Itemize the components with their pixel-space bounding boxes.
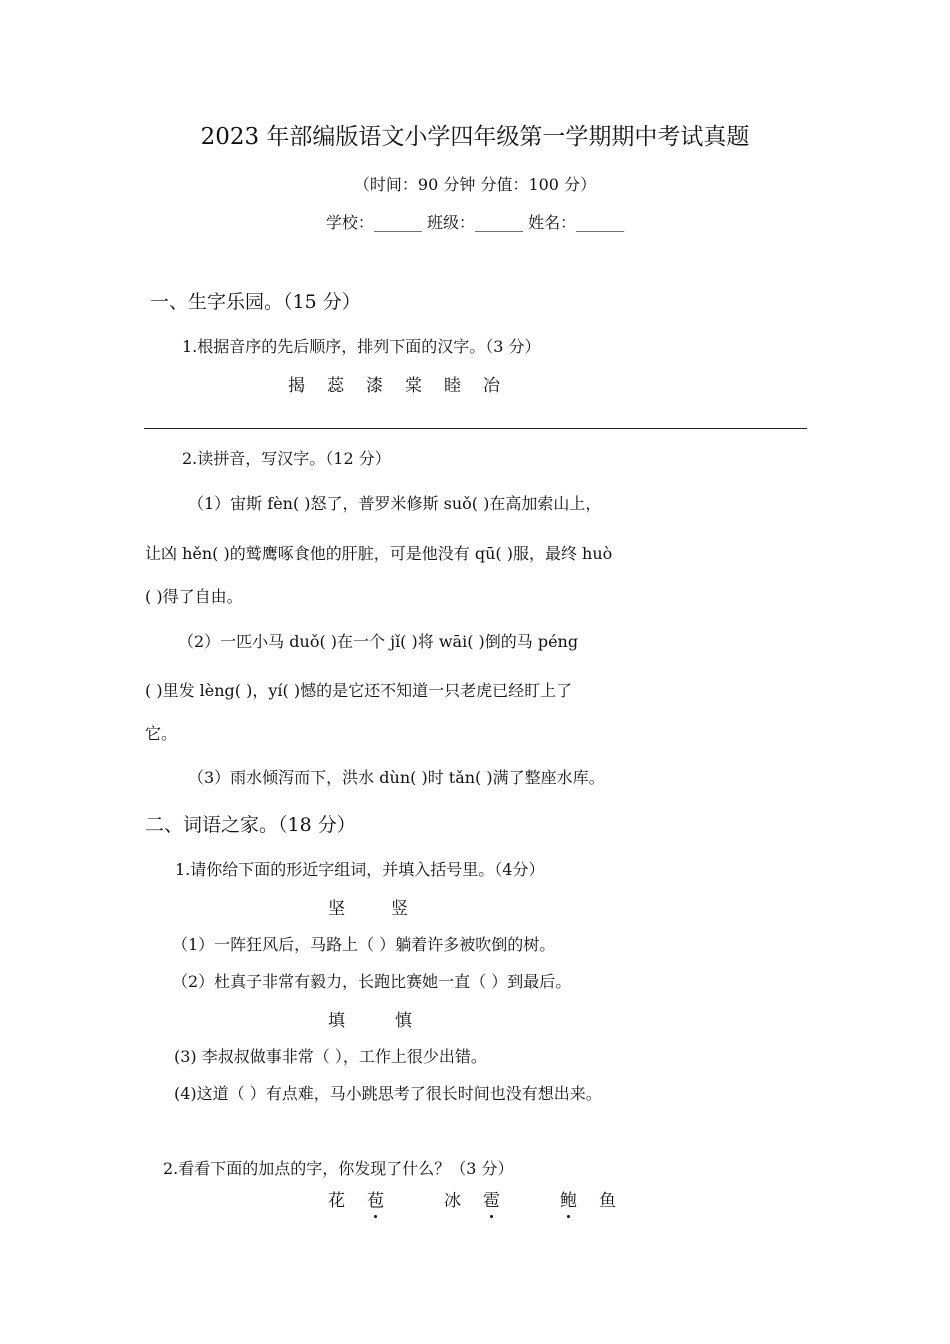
char-item: 填	[328, 1011, 345, 1031]
answer-line	[144, 428, 807, 429]
char-item: 竖	[391, 899, 408, 919]
char-item: 坚	[328, 899, 345, 919]
section-1-heading: 一、生字乐园。（15 分）	[150, 291, 361, 313]
dotted-char: 鲍	[560, 1186, 577, 1211]
s1-q2-line: （2）一匹小马 duǒ( )在一个 jǐ( )将 wāi( )倒的马 péng	[178, 632, 579, 651]
s2-q1-pair-1	[328, 894, 430, 919]
char-item: 揭	[288, 376, 305, 396]
exam-info: （时间：90 分钟 分值：100 分）	[353, 175, 597, 194]
char-item: 慎	[395, 1011, 412, 1031]
s2-q2-word-list	[328, 1186, 660, 1211]
dotted-char: 苞	[367, 1186, 384, 1211]
section-2-heading: 二、词语之家。（18 分）	[145, 814, 356, 836]
s2-q1-prompt: 1.请你给下面的形近字组词，并填入括号里。（4分）	[175, 860, 545, 879]
word-item: 冰 雹	[444, 1186, 522, 1211]
s1-q2-line: 它。	[145, 724, 178, 743]
s1-q2-prompt: 2.读拼音，写汉字。（12 分）	[182, 449, 391, 468]
s2-q1-sentence: （2）杜真子非常有毅力，长跑比赛她一直（ ）到最后。	[172, 972, 572, 991]
char-item: 冶	[483, 376, 500, 396]
char-item: 漆	[366, 376, 383, 396]
word-item: 花 苞	[328, 1186, 406, 1211]
s2-q2-prompt: 2.看看下面的加点的字，你发现了什么？（3 分）	[163, 1159, 514, 1178]
s2-q1-pair-2	[328, 1006, 434, 1031]
s1-q2-line: ( )里发 lèng( )，yí( )憾的是它还不知道一只老虎已经盯上了	[145, 681, 573, 700]
dotted-char: 雹	[483, 1186, 500, 1211]
s1-q2-line: （1）宙斯 fèn( )怒了，普罗米修斯 suǒ( )在高加索山上，	[188, 494, 602, 513]
char-item: 睦	[444, 376, 461, 396]
char-item: 蕊	[327, 376, 344, 396]
page-title: 2023 年部编版语文小学四年级第一学期期中考试真题	[200, 124, 750, 150]
s1-q2-line: 让凶 hěn( )的鹫鹰啄食他的肝脏，可是他没有 qū( )服，最终 huò	[145, 544, 613, 563]
s1-q2-line: ( )得了自由。	[145, 587, 243, 606]
s1-q1-char-list	[288, 371, 522, 396]
s1-q2-line: （3）雨水倾泻而下，洪水 dùn( )时 tǎn( )满了整座水库。	[188, 768, 605, 787]
student-info-line: 学校：______ 班级：______ 姓名：______	[325, 213, 625, 232]
char-item: 棠	[405, 376, 422, 396]
s2-q1-sentence: (3) 李叔叔做事非常（ ），工作上很少出错。	[174, 1047, 487, 1066]
word-item: 鲍 鱼	[560, 1186, 638, 1211]
s2-q1-sentence: (4)这道（ ）有点难，马小跳思考了很长时间也没有想出来。	[174, 1084, 602, 1103]
s2-q1-sentence: （1）一阵狂风后，马路上（ ）躺着许多被吹倒的树。	[172, 935, 556, 954]
s1-q1-prompt: 1.根据音序的先后顺序，排列下面的汉字。（3 分）	[182, 337, 541, 356]
